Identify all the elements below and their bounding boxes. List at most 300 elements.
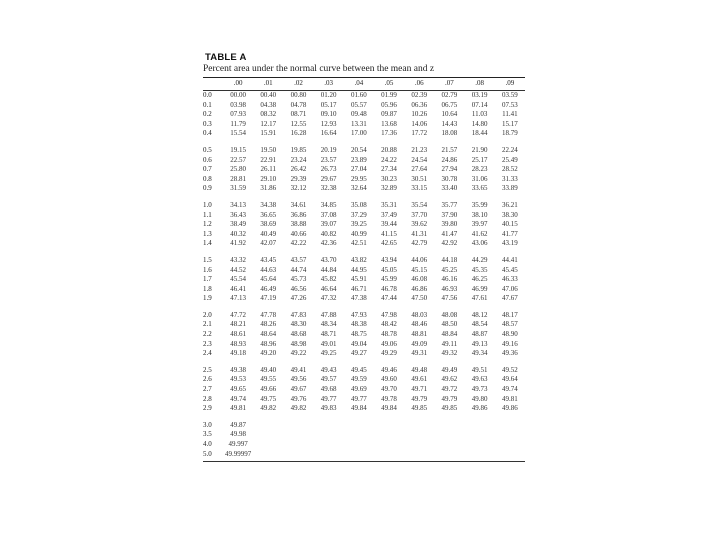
- table-cell: 49.61: [411, 375, 428, 384]
- table-cell: 49.29: [381, 349, 397, 358]
- table-cell: 47.50: [411, 294, 428, 303]
- table-cell: 18.79: [501, 129, 518, 138]
- table-cell: 45.15: [411, 265, 428, 274]
- table-cell: 49.82: [260, 404, 277, 413]
- table-cell: 49.04: [350, 339, 367, 348]
- table-cell: 49.25: [320, 349, 337, 358]
- group-spacer: [203, 304, 525, 311]
- table-cell: 29.10: [260, 174, 277, 183]
- table-cell: 49.79: [441, 394, 458, 403]
- empty-cell: [434, 421, 464, 431]
- table-cell: 35.31: [381, 200, 397, 209]
- table-cell: 48.46: [411, 320, 428, 329]
- table-cell: 46.71: [350, 284, 367, 293]
- table-cell: 47.13: [230, 294, 246, 303]
- table-cell: 19.50: [260, 145, 277, 154]
- table-cell: 27.64: [411, 165, 428, 174]
- z-value: 0.4: [203, 129, 212, 138]
- table-cell: 45.91: [350, 275, 367, 284]
- table-cell: 43.57: [290, 255, 307, 264]
- table-cell: 41.62: [471, 229, 488, 238]
- table-cell: 05.96: [381, 100, 397, 109]
- table-cell: 48.98: [290, 339, 307, 348]
- table-row: [203, 220, 525, 230]
- table-cell: 06.75: [441, 100, 458, 109]
- z-value: 2.3: [203, 339, 212, 348]
- z-value: 4.0: [203, 440, 212, 448]
- table-cell: 49.46: [381, 365, 397, 374]
- table-cell: 49.81: [501, 394, 518, 403]
- table-row: [203, 230, 525, 240]
- table-cell: 42.92: [441, 239, 458, 248]
- z-value: 0.5: [203, 145, 212, 154]
- empty-cell: [283, 421, 313, 431]
- table-cell: 44.63: [260, 265, 277, 274]
- table-cell: 33.15: [411, 184, 428, 193]
- table-cell: 42.51: [350, 239, 367, 248]
- z-table: [203, 78, 525, 459]
- table-cell: 48.84: [441, 330, 458, 339]
- table-cell: 47.88: [320, 310, 337, 319]
- table-cell: 11.03: [471, 110, 488, 119]
- table-cell: 19.85: [290, 145, 307, 154]
- table-cell: 49.59: [350, 375, 367, 384]
- table-cell: 46.25: [471, 275, 488, 284]
- table-cell: 46.41: [230, 284, 246, 293]
- table-row: [203, 450, 525, 460]
- table-cell: 49.41: [290, 365, 307, 374]
- table-cell: 35.99: [471, 200, 488, 209]
- empty-cell: [374, 421, 404, 431]
- z-value: 2.4: [203, 349, 212, 358]
- table-cell: 42.36: [320, 239, 337, 248]
- table-cell: 47.32: [320, 294, 337, 303]
- table-cell: 46.78: [381, 284, 397, 293]
- table-cell: 40.82: [320, 229, 337, 238]
- z-value: 2.1: [203, 320, 212, 329]
- table-cell: 49.06: [381, 339, 397, 348]
- table-cell: 49.99997: [224, 449, 252, 458]
- z-value: 0.2: [203, 110, 212, 119]
- table-cell: 45.05: [381, 265, 397, 274]
- table-cell: 20.54: [350, 145, 367, 154]
- table-row: [203, 275, 525, 285]
- table-cell: 46.86: [411, 284, 428, 293]
- group-spacer: [203, 139, 525, 146]
- table-cell: 31.86: [260, 184, 277, 193]
- table-cell: 43.45: [260, 255, 277, 264]
- table-cell: 36.86: [290, 210, 307, 219]
- table-cell: 29.39: [290, 174, 307, 183]
- table-cell: 43.94: [381, 255, 397, 264]
- table-cell: 07.93: [230, 110, 246, 119]
- table-cell: 44.41: [501, 255, 518, 264]
- table-cell: 49.65: [230, 385, 246, 394]
- z-value: 2.9: [203, 404, 212, 413]
- table-cell: 48.26: [260, 320, 277, 329]
- table-cell: 49.53: [230, 375, 246, 384]
- column-header: .03: [324, 78, 334, 87]
- group-spacer: [203, 249, 525, 256]
- table-cell: 36.21: [501, 200, 518, 209]
- table-cell: 48.61: [230, 330, 246, 339]
- table-cell: 49.38: [230, 365, 246, 374]
- table-cell: 49.82: [290, 404, 307, 413]
- empty-cell: [434, 430, 464, 440]
- z-value: 0.3: [203, 119, 212, 128]
- table-row: [203, 175, 525, 185]
- table-cell: 47.26: [290, 294, 307, 303]
- table-cell: 47.78: [260, 310, 277, 319]
- table-cell: 31.59: [230, 184, 246, 193]
- table-row: [203, 421, 525, 431]
- table-cell: 47.93: [350, 310, 367, 319]
- empty-cell: [465, 421, 495, 431]
- table-cell: 17.72: [411, 129, 428, 138]
- table-cell: 46.56: [290, 284, 307, 293]
- table-cell: 43.82: [350, 255, 367, 264]
- table-cell: 45.54: [230, 275, 246, 284]
- table-cell: 49.87: [230, 420, 246, 429]
- table-cell: 49.98: [230, 430, 246, 439]
- table-cell: 49.67: [290, 385, 307, 394]
- empty-cell: [314, 421, 344, 431]
- table-cell: 42.79: [411, 239, 428, 248]
- table-cell: 49.75: [260, 394, 277, 403]
- table-cell: 38.10: [471, 210, 488, 219]
- table-cell: 49.18: [230, 349, 246, 358]
- table-cell: 49.86: [471, 404, 488, 413]
- table-cell: 30.23: [381, 174, 397, 183]
- table-cell: 44.18: [441, 255, 458, 264]
- table-cell: 46.93: [441, 284, 458, 293]
- table-cell: 00.00: [230, 91, 246, 99]
- z-value: 1.4: [203, 239, 212, 248]
- table-cell: 48.54: [471, 320, 488, 329]
- empty-cell: [314, 430, 344, 440]
- column-header-row: [203, 78, 525, 89]
- table-cell: 38.30: [501, 210, 518, 219]
- table-cell: 38.88: [290, 220, 307, 229]
- table-cell: 37.49: [381, 210, 397, 219]
- table-cell: 49.56: [290, 375, 307, 384]
- z-value: 0.8: [203, 174, 212, 183]
- z-value: 2.0: [203, 310, 212, 319]
- table-cell: 49.20: [260, 349, 277, 358]
- empty-cell: [404, 450, 434, 460]
- table-cell: 49.73: [471, 385, 488, 394]
- table-cell: 21.23: [411, 145, 428, 154]
- z-value: 2.6: [203, 375, 212, 384]
- table-cell: 48.30: [290, 320, 307, 329]
- table-cell: 33.65: [471, 184, 488, 193]
- empty-cell: [465, 440, 495, 450]
- table-cell: 40.99: [350, 229, 367, 238]
- table-cell: 39.97: [471, 220, 488, 229]
- table-body: [203, 91, 525, 460]
- table-cell: 06.36: [411, 100, 428, 109]
- table-cell: 47.83: [290, 310, 307, 319]
- table-cell: 47.06: [501, 284, 518, 293]
- table-cell: 47.61: [471, 294, 488, 303]
- table-cell: 12.55: [290, 119, 307, 128]
- table-cell: 24.22: [381, 155, 397, 164]
- table-cell: 22.57: [230, 155, 246, 164]
- table-cell: 21.57: [441, 145, 458, 154]
- table-cell: 08.71: [290, 110, 307, 119]
- table-cell: 49.86: [501, 404, 518, 413]
- table-row: [203, 349, 525, 359]
- table-cell: 12.93: [320, 119, 337, 128]
- table-cell: 32.38: [320, 184, 337, 193]
- table-cell: 33.40: [441, 184, 458, 193]
- column-header: .07: [445, 78, 454, 87]
- table-cell: 49.84: [381, 404, 397, 413]
- table-row: [203, 120, 525, 130]
- table-cell: 46.08: [411, 275, 428, 284]
- table-cell: 45.35: [471, 265, 488, 274]
- table-row: [203, 340, 525, 350]
- table-row: [203, 110, 525, 120]
- table-row: [203, 320, 525, 330]
- column-header: .08: [475, 78, 484, 87]
- table-cell: 08.32: [260, 110, 277, 119]
- z-value: 0.9: [203, 184, 212, 193]
- table-cell: 37.29: [350, 210, 367, 219]
- table-cell: 43.32: [230, 255, 246, 264]
- table-cell: 29.95: [350, 174, 367, 183]
- z-value: 1.9: [203, 294, 212, 303]
- table-cell: 47.72: [230, 310, 246, 319]
- z-value: 0.7: [203, 165, 212, 174]
- table-cell: 49.40: [260, 365, 277, 374]
- table-cell: 49.09: [411, 339, 428, 348]
- table-cell: 32.12: [290, 184, 307, 193]
- z-column-header: [203, 78, 223, 89]
- empty-cell: [283, 440, 313, 450]
- table-cell: 48.68: [290, 330, 307, 339]
- table-cell: 49.45: [350, 365, 367, 374]
- table-cell: 25.17: [471, 155, 488, 164]
- table-cell: 10.26: [411, 110, 428, 119]
- table-cell: 48.57: [501, 320, 518, 329]
- table-row: [203, 266, 525, 276]
- table-cell: 49.74: [230, 394, 246, 403]
- table-cell: 49.74: [501, 385, 518, 394]
- table-cell: 41.31: [411, 229, 428, 238]
- z-value: 2.2: [203, 330, 212, 339]
- column-header: .05: [384, 78, 394, 87]
- empty-cell: [434, 440, 464, 450]
- table-cell: 45.25: [441, 265, 458, 274]
- table-cell: 28.23: [471, 165, 488, 174]
- table-cell: 11.41: [502, 110, 518, 119]
- table-cell: 47.98: [381, 310, 397, 319]
- table-cell: 49.31: [411, 349, 428, 358]
- table-cell: 04.38: [260, 100, 277, 109]
- table-row: [203, 385, 525, 395]
- table-cell: 49.997: [228, 440, 248, 448]
- table-row: [203, 294, 525, 304]
- table-cell: 43.70: [320, 255, 337, 264]
- table-cell: 40.15: [501, 220, 518, 229]
- empty-cell: [253, 440, 283, 450]
- table-cell: 16.64: [320, 129, 337, 138]
- table-cell: 40.32: [230, 229, 246, 238]
- empty-cell: [253, 421, 283, 431]
- empty-cell: [374, 430, 404, 440]
- table-cell: 02.79: [441, 91, 458, 99]
- table-cell: 05.17: [320, 100, 337, 109]
- table-cell: 02.39: [411, 91, 428, 99]
- empty-cell: [404, 430, 434, 440]
- table-cell: 49.36: [501, 349, 518, 358]
- table-cell: 32.64: [350, 184, 367, 193]
- table-cell: 47.38: [350, 294, 367, 303]
- table-cell: 49.52: [501, 365, 518, 374]
- table-cell: 49.78: [381, 394, 397, 403]
- table-cell: 40.49: [260, 229, 277, 238]
- table-cell: 48.38: [350, 320, 367, 329]
- table-cell: 49.85: [441, 404, 458, 413]
- z-value: 0.0: [203, 91, 212, 99]
- table-cell: 47.19: [260, 294, 277, 303]
- empty-cell: [495, 421, 525, 431]
- table-cell: 40.66: [290, 229, 307, 238]
- table-cell: 03.59: [501, 91, 518, 99]
- empty-cell: [344, 430, 374, 440]
- z-value: 1.7: [203, 275, 212, 284]
- table-cell: 38.69: [260, 220, 277, 229]
- empty-cell: [283, 450, 313, 460]
- table-row: [203, 395, 525, 405]
- table-cell: 35.77: [441, 200, 458, 209]
- table-cell: 14.43: [441, 119, 458, 128]
- table-cell: 39.07: [320, 220, 337, 229]
- table-cell: 49.81: [230, 404, 246, 413]
- table-cell: 17.00: [350, 129, 367, 138]
- table-cell: 18.08: [441, 129, 458, 138]
- table-cell: 49.55: [260, 375, 277, 384]
- table-row: [203, 184, 525, 194]
- table-cell: 25.80: [230, 165, 246, 174]
- group-spacer: [203, 194, 525, 201]
- table-cell: 49.16: [501, 339, 518, 348]
- table-cell: 07.14: [471, 100, 488, 109]
- table-cell: 35.08: [350, 200, 367, 209]
- table-cell: 01.60: [350, 91, 367, 99]
- table-cell: 09.48: [350, 110, 367, 119]
- table-cell: 49.69: [350, 385, 367, 394]
- table-cell: 44.95: [350, 265, 367, 274]
- table-cell: 15.54: [230, 129, 246, 138]
- table-row: [203, 156, 525, 166]
- table-cell: 49.83: [320, 404, 337, 413]
- table-cell: 33.89: [501, 184, 518, 193]
- table-cell: 49.63: [471, 375, 488, 384]
- table-cell: 41.47: [441, 229, 458, 238]
- table-cell: 23.24: [290, 155, 307, 164]
- table-cell: 45.73: [290, 275, 307, 284]
- z-value: 5.0: [203, 449, 212, 458]
- table-cell: 45.64: [260, 275, 277, 284]
- table-cell: 31.33: [501, 174, 518, 183]
- table-row: [203, 239, 525, 249]
- column-header: .01: [263, 78, 273, 87]
- table-cell: 19.15: [230, 145, 246, 154]
- table-cell: 49.70: [381, 385, 397, 394]
- table-cell: 46.64: [320, 284, 337, 293]
- column-header: .06: [414, 78, 424, 87]
- table-cell: 48.12: [471, 310, 488, 319]
- table-cell: 49.32: [441, 349, 458, 358]
- table-cell: 35.54: [411, 200, 428, 209]
- table-cell: 39.80: [441, 220, 458, 229]
- empty-cell: [374, 440, 404, 450]
- table-cell: 07.53: [501, 100, 518, 109]
- table-cell: 27.04: [350, 165, 367, 174]
- z-value: 1.2: [203, 220, 212, 229]
- table-cell: 39.62: [411, 220, 428, 229]
- table-cell: 49.49: [441, 365, 458, 374]
- table-cell: 30.51: [411, 174, 428, 183]
- table-cell: 01.99: [381, 91, 397, 99]
- empty-cell: [374, 450, 404, 460]
- table-cell: 00.40: [260, 91, 277, 99]
- table-row: [203, 256, 525, 266]
- table-cell: 27.94: [441, 165, 458, 174]
- table-cell: 42.07: [260, 239, 277, 248]
- z-value: 2.7: [203, 385, 212, 394]
- table-cell: 20.88: [381, 145, 397, 154]
- table-cell: 48.64: [260, 330, 277, 339]
- table-cell: 49.62: [441, 375, 458, 384]
- column-header: .02: [294, 78, 303, 87]
- z-value: 1.0: [203, 200, 212, 209]
- table-cell: 17.36: [381, 129, 397, 138]
- table-cell: 34.13: [230, 200, 246, 209]
- table-row: [203, 375, 525, 385]
- table-cell: 28.81: [230, 174, 246, 183]
- empty-cell: [465, 430, 495, 440]
- empty-cell: [344, 421, 374, 431]
- table-cell: 22.91: [260, 155, 277, 164]
- empty-cell: [404, 421, 434, 431]
- table-cell: 49.22: [290, 349, 307, 358]
- table-cell: 22.24: [501, 145, 518, 154]
- table-cell: 37.70: [411, 210, 428, 219]
- table-row: [203, 165, 525, 175]
- table-row: [203, 404, 525, 414]
- table-cell: 49.68: [320, 385, 337, 394]
- table-cell: 39.25: [350, 220, 367, 229]
- table-cell: 24.54: [411, 155, 428, 164]
- table-cell: 34.38: [260, 200, 277, 209]
- table-cell: 25.49: [501, 155, 518, 164]
- table-cell: 47.56: [441, 294, 458, 303]
- table-row: [203, 311, 525, 321]
- table-cell: 42.65: [381, 239, 397, 248]
- table-cell: 49.71: [411, 385, 428, 394]
- table-cell: 49.60: [381, 375, 397, 384]
- normal-table-document: [203, 52, 525, 462]
- empty-cell: [495, 430, 525, 440]
- table-cell: 49.27: [350, 349, 367, 358]
- table-subtitle: Percent area under the normal curve between the mean and z: [203, 64, 435, 74]
- table-cell: 26.42: [290, 165, 307, 174]
- table-row: [203, 146, 525, 156]
- table-cell: 46.16: [441, 275, 458, 284]
